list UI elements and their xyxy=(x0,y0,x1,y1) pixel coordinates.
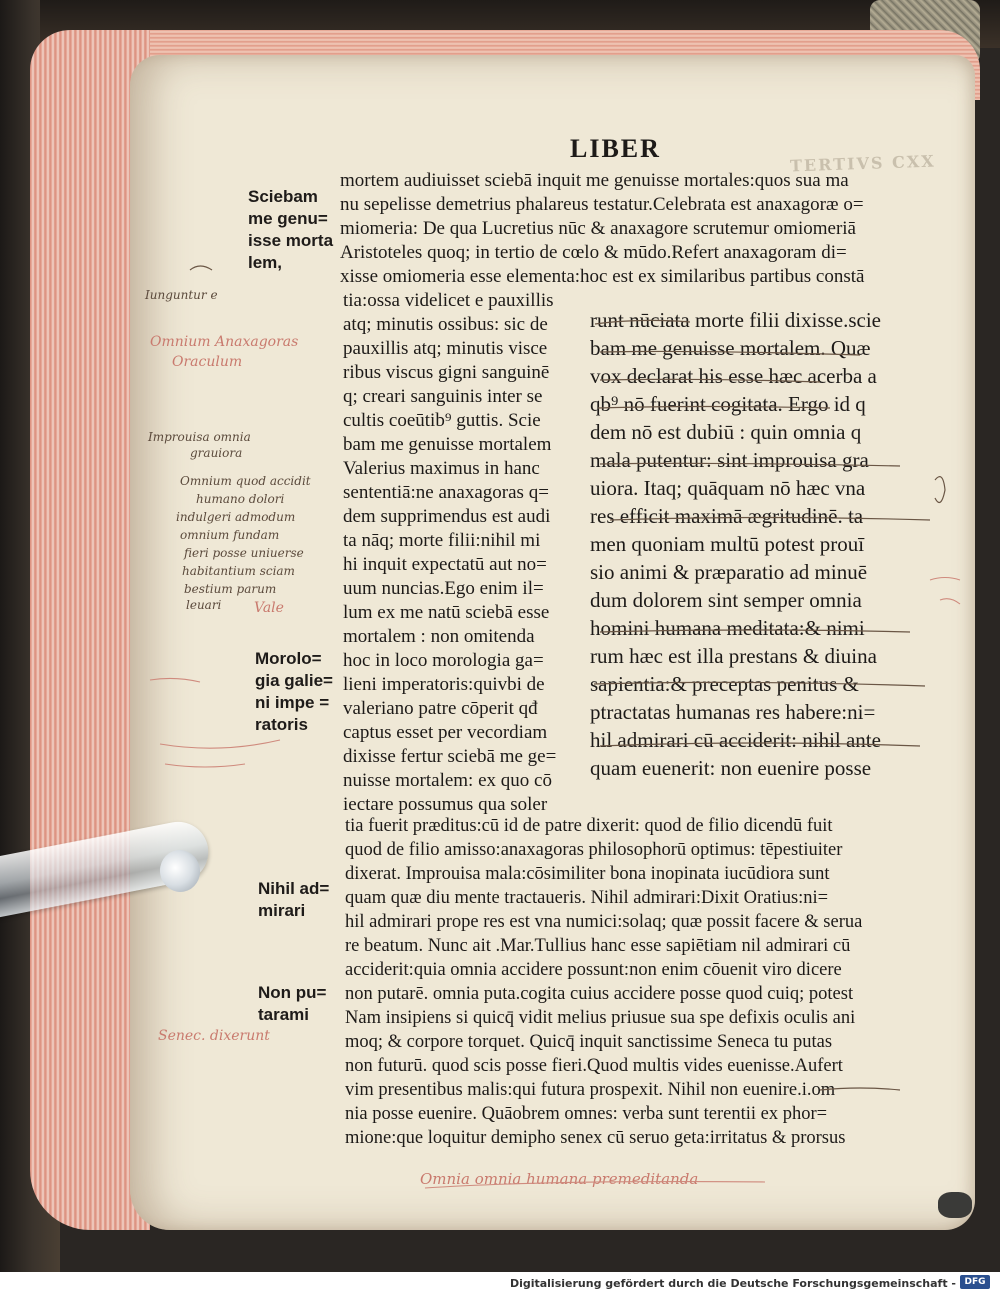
handwritten-note: grauiora xyxy=(190,446,243,460)
ink-underline xyxy=(598,407,830,409)
text-line: nu sepelisse demetrius phalareus testatur.Celebrata est anaxagoræ o= xyxy=(340,194,864,215)
text-line: tia fuerit præditus:cū id de patre dixerit: quod de filio dicendū fuit xyxy=(345,816,833,836)
text-line: dum dolorem sint semper omnia xyxy=(590,588,862,612)
library-stamp xyxy=(938,1192,972,1218)
text-line: vim presentibus malis:qui futura prospexit. Nihil non euenire.i.om xyxy=(345,1080,836,1100)
handwritten-note: omnium fundam xyxy=(180,528,280,542)
text-line: mortem audiuisset sciebā inquit me genuisse mortales:quos sua ma xyxy=(340,170,849,191)
text-line: sententiā:ne anaxagoras q= xyxy=(343,482,549,503)
handwritten-note: Improuisa omnia xyxy=(148,430,251,444)
dfg-logo: DFG xyxy=(960,1275,990,1289)
text-line: dixerat. Improuisa mala:cōsimiliter bona inopinata iucūdiora sunt xyxy=(345,864,830,884)
ink-mark xyxy=(940,599,960,604)
show-through-heading: TERTIVS CXX xyxy=(789,151,936,176)
text-line: dem supprimendus est audi xyxy=(343,506,551,527)
text-line: lieni imperatoris:quivbi de xyxy=(343,674,545,695)
handwritten-note: Omnia omnia humana premeditanda xyxy=(420,1170,699,1188)
text-line: cultis coeūtib⁹ guttis. Scie xyxy=(343,410,541,431)
text-line: runt nūciata morte filii dixisse.scie xyxy=(590,308,882,332)
text-line: bam me genuisse mortalem. Quæ xyxy=(590,336,871,360)
text-line: homini humana meditata:& nimi xyxy=(590,616,865,640)
text-line: quam quæ diu mente tractaueris. Nihil admirari:Dixit Oratius:ni= xyxy=(345,888,829,908)
text-line: qb⁹ nō fuerint cogitata. Ergo id q xyxy=(590,392,866,416)
text-line: xisse omiomeria esse elementa:hoc est ex similaribus partibus constā xyxy=(340,266,865,287)
text-line: mione:que loquitur demipho senex cū seruo geta:irritatus & prorsus xyxy=(345,1128,846,1148)
text-line: tia:ossa videlicet e pauxillis xyxy=(343,290,554,311)
text-line: mortalem : non omitenda xyxy=(343,626,535,647)
text-line: captus esset per vecordiam xyxy=(343,722,548,743)
text-line: non futurū. quod scis posse fieri.Quod multis vides euenisse.Aufert xyxy=(345,1056,843,1076)
text-line: nia posse euenire. Quāobrem omnes: verba sunt terentii ex phor= xyxy=(345,1104,828,1124)
text-line: men quoniam multū potest prouī xyxy=(590,532,865,556)
footer-credit: Digitalisierung gefördert durch die Deutsche Forschungsgemeinschaft - xyxy=(509,1277,956,1290)
text-line: hi inquit expectatū aut no= xyxy=(343,554,547,575)
handwritten-note: Omnium quod accidit xyxy=(180,474,311,488)
running-head: LIBER xyxy=(570,134,661,163)
text-line: nuisse mortalem: ex quo cō xyxy=(343,770,552,791)
text-line: ribus viscus gigni sanguinē xyxy=(343,362,550,383)
margin-note-morologia: Morolo= gia galie= ni impe = ratoris xyxy=(255,649,333,734)
handwritten-note: Senec. dixerunt xyxy=(158,1028,270,1044)
text-line: non putarē. omnia puta.cogita cuius accidere posse quod cuiq; potest xyxy=(345,984,854,1004)
handwritten-note: Vale xyxy=(254,600,284,616)
text-line: res efficit maximā ægritudinē. ta xyxy=(590,504,864,528)
text-line: moq; & corpore torquet. Quicq̄ inquit sanctissime Seneca tu putas xyxy=(345,1032,833,1052)
text-line: miomeria: De qua Lucretius nūc & anaxagore scrutemur omiomeriā xyxy=(340,218,856,239)
ink-mark xyxy=(150,678,200,682)
text-line: re beatum. Nunc ait .Mar.Tullius hanc esse sapiētiam nil admirari cū xyxy=(345,936,851,956)
text-line: ta nāq; morte filii:nihil mi xyxy=(343,530,541,551)
ink-underline xyxy=(594,682,925,686)
text-line: quod de filio amisso:anaxagoras philosophorū optimus: tēpestiuiter xyxy=(345,840,843,860)
ink-underline xyxy=(600,351,860,355)
ink-mark xyxy=(930,578,960,581)
handwritten-note: indulgeri admodum xyxy=(176,510,296,524)
text-line: dixisse fertur sciebā me ge= xyxy=(343,746,557,767)
text-line: lum ex me natū sciebā esse xyxy=(343,602,550,623)
ink-underline xyxy=(820,1088,900,1090)
text-line: dem nō est dubiū : quin omnia q xyxy=(590,420,862,444)
ink-underline xyxy=(600,743,920,746)
ink-mark xyxy=(425,1182,765,1188)
margin-note-nihil: Nihil ad= mirari xyxy=(258,879,330,920)
text-line: ptractatas humanas res habere:ni= xyxy=(590,700,876,724)
margin-note-non-putarem: Non pu= tarami xyxy=(258,983,327,1024)
handwritten-note: habitantium sciam xyxy=(182,564,295,578)
text-line: acciderit:quia omnia accidere possunt:non enim cōuenit viro dicere xyxy=(345,960,842,980)
ink-underline xyxy=(600,463,900,466)
handwritten-note: leuari xyxy=(186,598,222,612)
handwritten-note: Oraculum xyxy=(172,354,243,370)
text-line: q; creari sanguinis inter se xyxy=(343,386,543,407)
text-line: Valerius maximus in hanc xyxy=(343,458,540,479)
margin-note-sciebam: Sciebam me genu= isse morta lem, xyxy=(248,187,334,272)
text-line: valeriano patre cōperit qđ xyxy=(343,698,538,719)
text-line: mala putentur: sint improuisa gra xyxy=(590,448,869,472)
ink-mark xyxy=(165,764,245,767)
handwritten-note: humano dolori xyxy=(196,492,285,506)
text-line: sio animi & præparatio ad minuē xyxy=(590,560,868,584)
text-line: hoc in loco morologia ga= xyxy=(343,650,544,671)
ink-mark xyxy=(935,477,945,503)
ink-underline xyxy=(600,379,820,382)
handwritten-note: Iunguntur e xyxy=(145,288,218,302)
text-line: pauxillis atq; minutis visce xyxy=(343,338,548,359)
text-line: iectare possumus qua soler xyxy=(343,794,548,815)
handwritten-note: Omnium Anaxagoras xyxy=(150,334,299,350)
ink-underline xyxy=(595,320,690,324)
ink-mark xyxy=(190,266,212,270)
text-line: uiora. Itaq; quāquam nō hæc vna xyxy=(590,476,866,500)
text-line: vox declarat his esse hæc acerba a xyxy=(590,364,877,388)
text-line: Nam insipiens si quicq̄ vidit melius priusue sua spe defixis oculis ani xyxy=(345,1008,856,1028)
text-line: rum hæc est illa prestans & diuina xyxy=(590,644,877,668)
text-line: uum nuncias.Ego enim il= xyxy=(343,578,544,599)
text-line: hil admirari cū acciderit: nihil ante xyxy=(590,728,881,752)
text-line: quam euenerit: non euenire posse xyxy=(590,756,872,780)
ink-underline xyxy=(610,518,930,521)
text-line: hil admirari prope res est vna numici:solaq; quæ possit facere & serua xyxy=(345,912,863,932)
text-line: bam me genuisse mortalem xyxy=(343,434,552,455)
text-line: Aristoteles quoq; in tertio de cœlo & mūdo.Refert anaxagoram di= xyxy=(340,242,847,263)
text-line: sapientia:& preceptas penitus & xyxy=(590,672,859,696)
ink-underline xyxy=(600,630,910,632)
handwritten-note: fieri posse uniuerse xyxy=(184,546,304,560)
text-line: atq; minutis ossibus: sic de xyxy=(343,314,548,335)
ink-mark xyxy=(160,740,280,748)
handwritten-note: bestium parum xyxy=(184,582,277,596)
